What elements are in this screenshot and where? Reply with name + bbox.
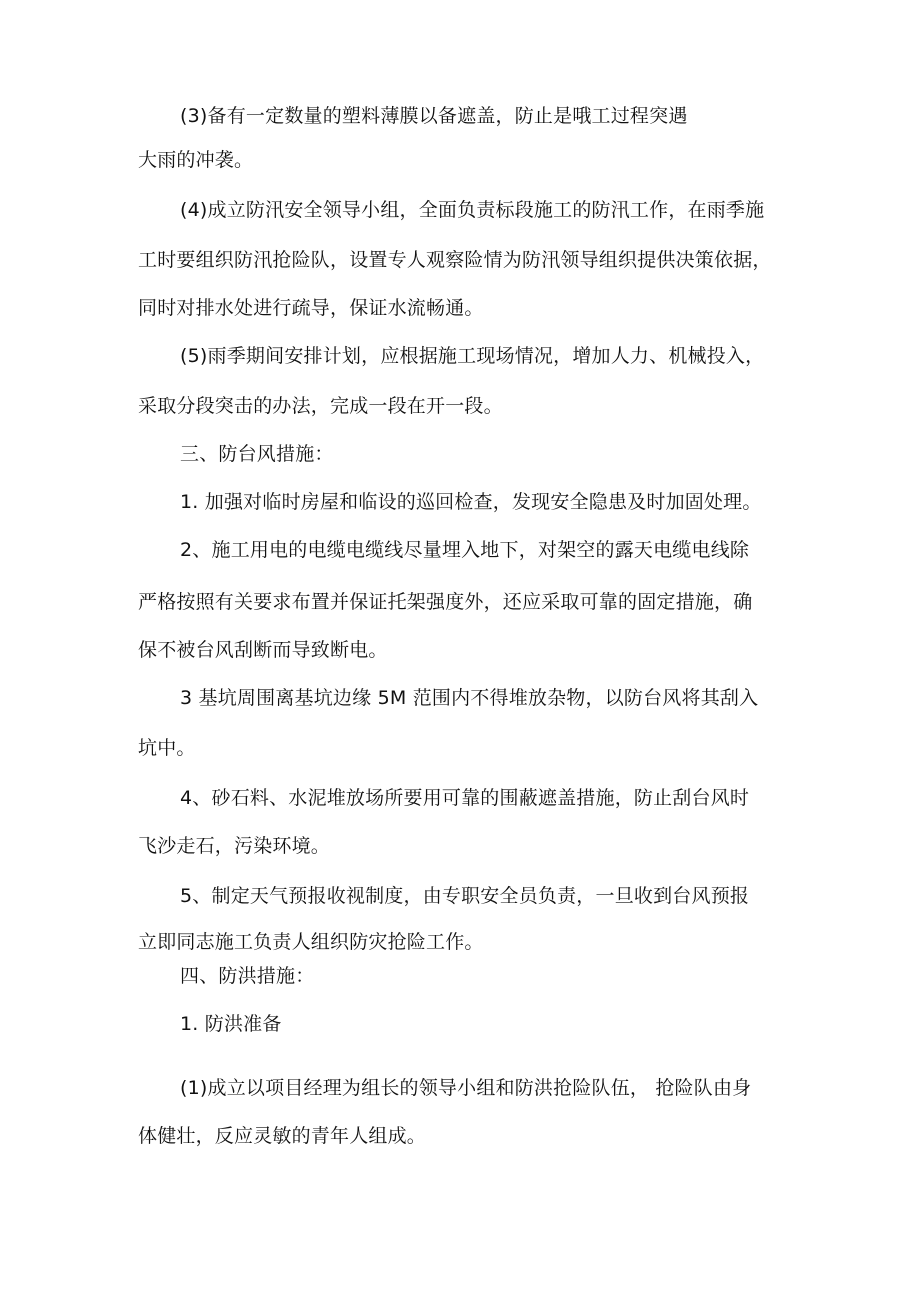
paragraph-line: 保不被台风刮断而导致断电。 (138, 639, 388, 661)
list-item: 1. 加强对临时房屋和临设的巡回检查，发现安全隐患及时加固处理。 (180, 491, 762, 513)
list-item: (1)成立以项目经理为组长的领导小组和防洪抢险队伍， 抢险队由身 (180, 1077, 752, 1099)
paragraph-line: 飞沙走石，污染环境。 (138, 835, 331, 857)
section-heading: 三、防台风措施： (180, 443, 334, 465)
list-item: 4、砂石料、水泥堆放场所要用可靠的围蔽遮盖措施，防止刮台风时 (180, 787, 750, 809)
paragraph-line: 立即同志施工负责人组织防灾抢险工作。 (138, 931, 484, 953)
paragraph-line: (3)备有一定数量的塑料薄膜以备遮盖，防止是哦工过程突遇 (180, 105, 688, 127)
subsection-heading: 1. 防洪准备 (180, 1013, 282, 1035)
list-item: 3 基坑周围离基坑边缘 5M 范围内不得堆放杂物，以防台风将其刮入 (180, 687, 759, 709)
paragraph-line: 大雨的冲袭。 (138, 149, 254, 171)
paragraph-line: 采取分段突击的办法，完成一段在开一段。 (138, 395, 503, 417)
paragraph-line: 坑中。 (138, 737, 196, 759)
list-item: 2、施工用电的电缆电缆线尽量埋入地下，对架空的露天电缆电线除 (180, 539, 750, 561)
paragraph-line: 严格按照有关要求布置并保证托架强度外，还应采取可靠的固定措施，确 (138, 591, 753, 613)
paragraph-line: (4)成立防汛安全领导小组，全面负责标段施工的防汛工作，在雨季施 (180, 199, 765, 221)
paragraph-line: 体健壮，反应灵敏的青年人组成。 (138, 1125, 427, 1147)
paragraph-line: 同时对排水处进行疏导，保证水流畅通。 (138, 297, 484, 319)
list-item: 5、制定天气预报收视制度，由专职安全员负责，一旦收到台风预报 (180, 885, 750, 907)
section-heading: 四、防洪措施： (180, 965, 315, 987)
paragraph-line: (5)雨季期间安排计划，应根据施工现场情况，增加人力、机械投入， (180, 345, 765, 367)
paragraph-line: 工时要组织防汛抢险队，设置专人观察险情为防汛领导组织提供决策依据， (138, 249, 772, 271)
